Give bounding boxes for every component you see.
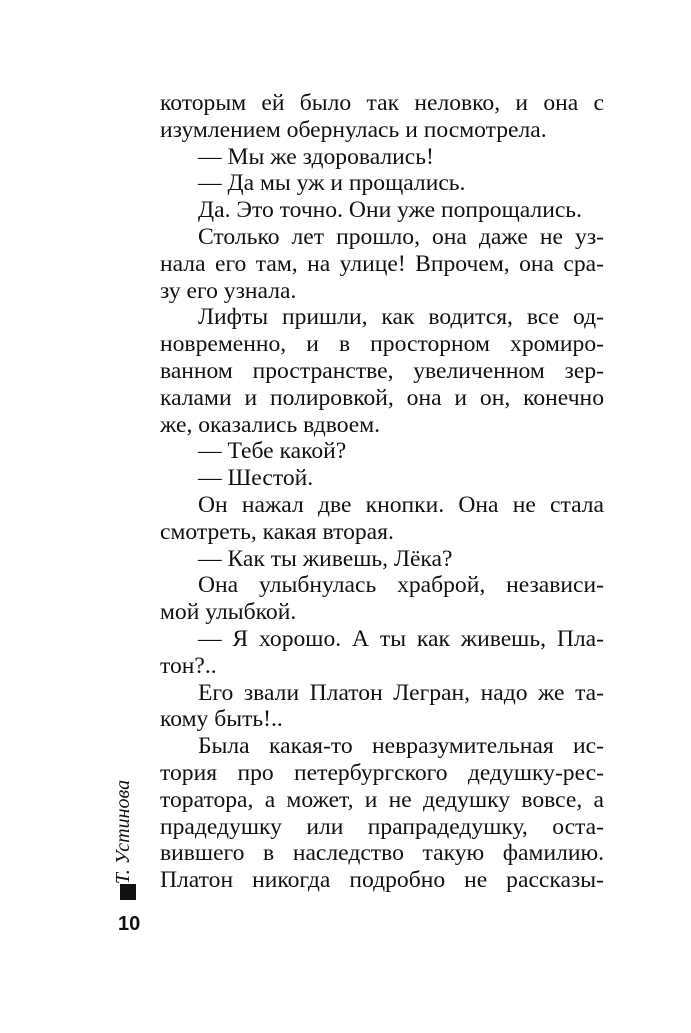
text-line: торатора, а может, и не дедушку вовсе, а (160, 786, 604, 813)
text-line: Его звали Платон Легран, надо же та- (198, 679, 604, 706)
text-line: смотреть, какая вторая. (160, 518, 394, 545)
text-line: прадедушку или прапрадедушку, оста- (160, 813, 604, 840)
text-line: Он нажал две кнопки. Она не стала (198, 491, 604, 518)
text-line: Да. Это точно. Они уже попрощались. (198, 197, 582, 224)
text-line: изумлением обернулась и посмотрела. (160, 116, 547, 143)
text-line: Столько лет прошло, она даже не уз- (198, 223, 604, 250)
text-line: — Да мы уж и прощались. (198, 170, 466, 197)
text-line: мой улыбкой. (160, 599, 297, 626)
text-line: которым ей было так неловко, и она с (160, 90, 604, 116)
text-line: — Как ты живешь, Лёка? (198, 545, 453, 572)
body-text (160, 90, 604, 894)
text-line: же, оказались вдвоем. (160, 411, 381, 438)
page-number: 10 (118, 913, 141, 935)
text-line: — Шестой. (198, 465, 314, 492)
text-line: калами и полировкой, она и он, конечно (160, 384, 604, 411)
text-line: тон?.. (160, 652, 217, 679)
text-line: — Я хорошо. А ты как живешь, Пла- (198, 625, 604, 652)
text-line: вившего в наследство такую фамилию. (160, 840, 604, 867)
text-line: ванном пространстве, увеличенном зер- (160, 357, 604, 384)
text-line: кому быть!.. (160, 706, 283, 733)
text-line: Лифты пришли, как водится, все од- (198, 304, 604, 331)
text-line: — Мы же здоровались! (198, 143, 434, 170)
text-line: — Тебе какой? (198, 438, 347, 465)
text-line: Была какая-то невразумительная ис- (198, 733, 604, 760)
text-line: нала его там, на улице! Впрочем, она сра- (160, 250, 604, 277)
square-marker-icon (120, 884, 136, 900)
text-line: тория про петербургского дедушку-рес- (160, 759, 604, 786)
text-line: новременно, и в просторном хромиро- (160, 331, 604, 358)
running-author: Т. Устинова (112, 779, 134, 885)
text-line: Она улыбнулась храброй, независи- (198, 572, 604, 599)
text-line: Платон никогда подробно не рассказы- (160, 867, 604, 894)
text-line: зу его узнала. (160, 277, 297, 304)
